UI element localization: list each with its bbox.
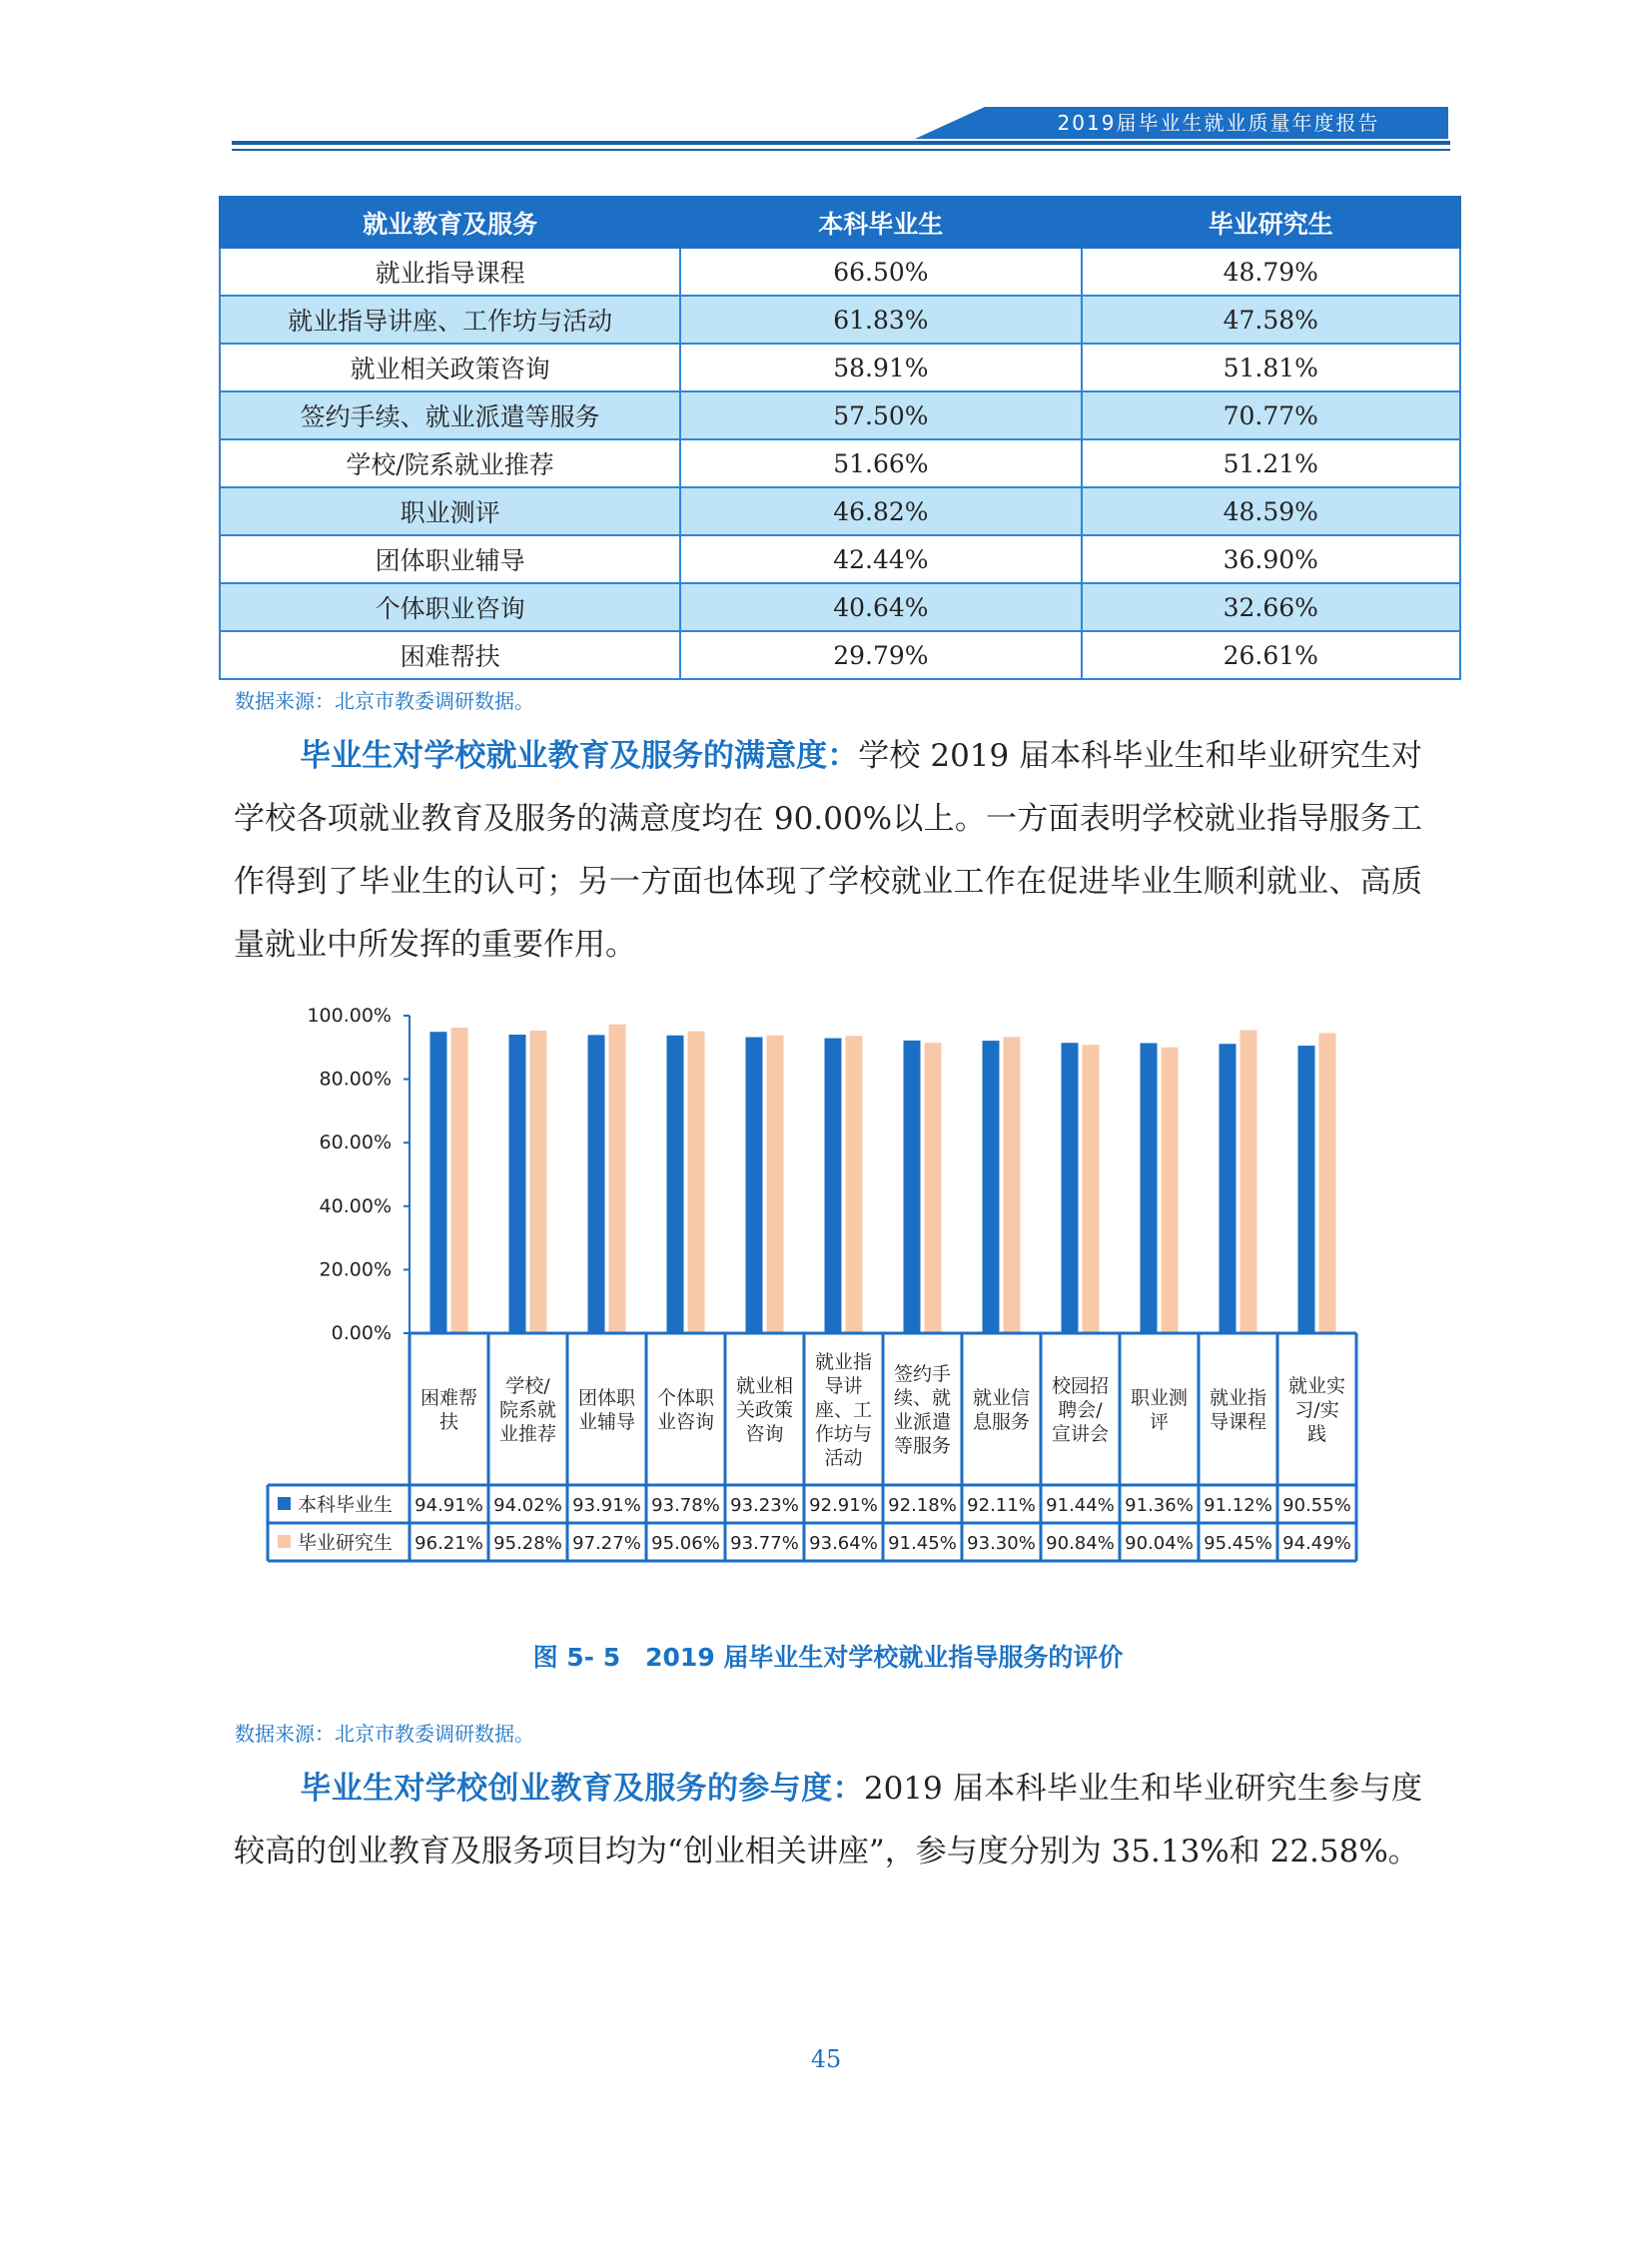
column-header: 毕业研究生 (1082, 197, 1460, 248)
bar-undergrad (588, 1035, 605, 1333)
data-label: 96.21% (414, 1533, 483, 1554)
paragraph-text: 学校 2019 届本科毕业生和毕业研究生对学校各项就业教育及服务的满意度均在 90.00%以上。一方面表明学校就业指导服务工作得到了毕业生的认可；另一方面也体现了学校就业工作在促进毕业生顺利就业、高质量就业中所发挥的重要作用。 (234, 738, 1422, 963)
bar-grad (1162, 1048, 1179, 1333)
table-row (220, 391, 1460, 439)
bar-grad (451, 1028, 468, 1333)
y-tick-label: 40.00% (319, 1194, 392, 1217)
table-row (220, 248, 1460, 296)
data-label: 90.04% (1125, 1533, 1194, 1554)
paragraph-text: 2019 届本科毕业生和毕业研究生参与度较高的创业教育及服务项目均为“创业相关讲座”，参与度分别为 35.13%和 22.58%。 (234, 1771, 1422, 1869)
y-tick-label: 80.00% (319, 1068, 392, 1091)
table-row (220, 583, 1460, 631)
data-label: 92.91% (809, 1495, 878, 1516)
category-label: 校园招聘会/宣讲会 (1051, 1375, 1110, 1445)
category-label: 就业实习/实践 (1287, 1375, 1346, 1445)
bar-undergrad (509, 1035, 526, 1333)
satisfaction-paragraph (234, 725, 1422, 977)
data-label: 93.30% (967, 1533, 1036, 1554)
table-row (220, 439, 1460, 487)
item-cell: 学校/院系就业推荐 (220, 439, 680, 487)
data-label: 94.02% (493, 1495, 562, 1516)
data-label: 90.55% (1282, 1495, 1351, 1516)
table-row (220, 487, 1460, 535)
item-cell: 职业测评 (220, 487, 680, 535)
undergrad-cell: 61.83% (680, 296, 1081, 344)
category-label: 困难帮扶 (419, 1387, 478, 1433)
bar-grad (1240, 1030, 1257, 1333)
bar-undergrad (667, 1036, 684, 1333)
column-header: 就业教育及服务 (220, 197, 680, 248)
data-label: 95.06% (651, 1533, 720, 1554)
grad-cell: 36.90% (1082, 535, 1460, 583)
legend-label: 毕业研究生 (298, 1532, 394, 1554)
undergrad-cell: 42.44% (680, 535, 1081, 583)
item-cell: 就业相关政策咨询 (220, 344, 680, 391)
category-label: 学校/院系就业推荐 (498, 1375, 557, 1445)
category-label: 签约手续、就业派遣等服务 (893, 1363, 952, 1457)
undergrad-cell: 66.50% (680, 248, 1081, 296)
item-cell: 团体职业辅导 (220, 535, 680, 583)
services-table (219, 196, 1461, 680)
figure-source-note: 数据来源：北京市教委调研数据。 (235, 1722, 534, 1746)
item-cell: 困难帮扶 (220, 631, 680, 679)
undergrad-cell: 40.64% (680, 583, 1081, 631)
data-label: 95.28% (493, 1533, 562, 1554)
undergrad-cell: 29.79% (680, 631, 1081, 679)
category-label: 就业相关政策咨询 (735, 1375, 794, 1445)
bar-grad (1083, 1045, 1100, 1333)
item-cell: 签约手续、就业派遣等服务 (220, 391, 680, 439)
grad-cell: 51.21% (1082, 439, 1460, 487)
grad-cell: 48.59% (1082, 487, 1460, 535)
table-row (220, 535, 1460, 583)
bar-grad (767, 1036, 784, 1333)
grad-cell: 47.58% (1082, 296, 1460, 344)
bar-grad (846, 1036, 863, 1333)
legend-swatch-undergrad (278, 1497, 291, 1510)
legend-label: 本科毕业生 (298, 1494, 394, 1516)
grad-cell: 70.77% (1082, 391, 1460, 439)
grad-cell: 51.81% (1082, 344, 1460, 391)
data-label: 90.84% (1046, 1533, 1115, 1554)
data-label: 93.78% (651, 1495, 720, 1516)
y-tick-label: 100.00% (307, 1005, 392, 1027)
grad-cell: 48.79% (1082, 248, 1460, 296)
legend-swatch-grad (278, 1535, 291, 1548)
item-cell: 就业指导讲座、工作坊与活动 (220, 296, 680, 344)
data-label: 94.91% (414, 1495, 483, 1516)
bar-undergrad (904, 1041, 921, 1333)
table-row (220, 631, 1460, 679)
header-rule (232, 141, 1450, 145)
undergrad-cell: 57.50% (680, 391, 1081, 439)
bar-grad (1319, 1034, 1336, 1333)
data-label: 93.23% (730, 1495, 799, 1516)
bar-undergrad (1220, 1044, 1237, 1333)
table-source-note: 数据来源：北京市教委调研数据。 (235, 689, 534, 713)
report-title: 2019届毕业生就业质量年度报告 (1057, 111, 1380, 135)
data-label: 91.36% (1125, 1495, 1194, 1516)
table-row (220, 344, 1460, 391)
bar-undergrad (825, 1039, 842, 1333)
grad-cell: 26.61% (1082, 631, 1460, 679)
participation-paragraph (234, 1758, 1422, 1883)
satisfaction-bar-chart (260, 994, 1378, 1568)
undergrad-cell: 46.82% (680, 487, 1081, 535)
data-label: 91.12% (1204, 1495, 1272, 1516)
bar-grad (1004, 1037, 1021, 1333)
category-label: 就业信息服务 (972, 1387, 1031, 1433)
item-cell: 个体职业咨询 (220, 583, 680, 631)
data-label: 94.49% (1282, 1533, 1351, 1554)
header-rule-thin (232, 149, 1450, 151)
grad-cell: 32.66% (1082, 583, 1460, 631)
y-tick-label: 20.00% (319, 1258, 392, 1281)
bar-grad (530, 1031, 547, 1333)
bar-undergrad (746, 1038, 763, 1333)
data-label: 97.27% (572, 1533, 641, 1554)
data-label: 93.77% (730, 1533, 799, 1554)
data-label: 91.45% (888, 1533, 957, 1554)
y-tick-label: 0.00% (331, 1322, 392, 1344)
data-label: 93.64% (809, 1533, 878, 1554)
bar-undergrad (1298, 1046, 1315, 1333)
bar-grad (925, 1043, 942, 1333)
page-number: 45 (810, 2045, 842, 2073)
table-row (220, 296, 1460, 344)
undergrad-cell: 58.91% (680, 344, 1081, 391)
bar-undergrad (983, 1041, 1000, 1333)
bar-grad (688, 1032, 705, 1333)
bar-grad (609, 1025, 626, 1333)
category-label: 就业指导讲座、工作坊与活动 (814, 1351, 873, 1469)
y-tick-label: 60.00% (319, 1131, 392, 1154)
data-label: 95.45% (1204, 1533, 1272, 1554)
bar-undergrad (1062, 1043, 1079, 1333)
data-label: 92.18% (888, 1495, 957, 1516)
undergrad-cell: 51.66% (680, 439, 1081, 487)
category-label: 就业指导课程 (1209, 1387, 1267, 1433)
category-label: 个体职业咨询 (656, 1387, 715, 1433)
data-label: 92.11% (967, 1495, 1036, 1516)
item-cell: 就业指导课程 (220, 248, 680, 296)
data-label: 93.91% (572, 1495, 641, 1516)
data-label: 91.44% (1046, 1495, 1115, 1516)
table-header-row (220, 197, 1460, 248)
paragraph-lead: 毕业生对学校就业教育及服务的满意度： (300, 738, 859, 774)
category-label: 团体职业辅导 (577, 1387, 636, 1433)
category-label: 职业测评 (1130, 1387, 1189, 1433)
bar-undergrad (1141, 1043, 1158, 1333)
paragraph-lead: 毕业生对学校创业教育及服务的参与度： (300, 1771, 864, 1807)
column-header: 本科毕业生 (680, 197, 1081, 248)
bar-undergrad (430, 1032, 447, 1333)
figure-caption: 图 5- 5 2019 届毕业生对学校就业指导服务的评价 (532, 1643, 1124, 1672)
